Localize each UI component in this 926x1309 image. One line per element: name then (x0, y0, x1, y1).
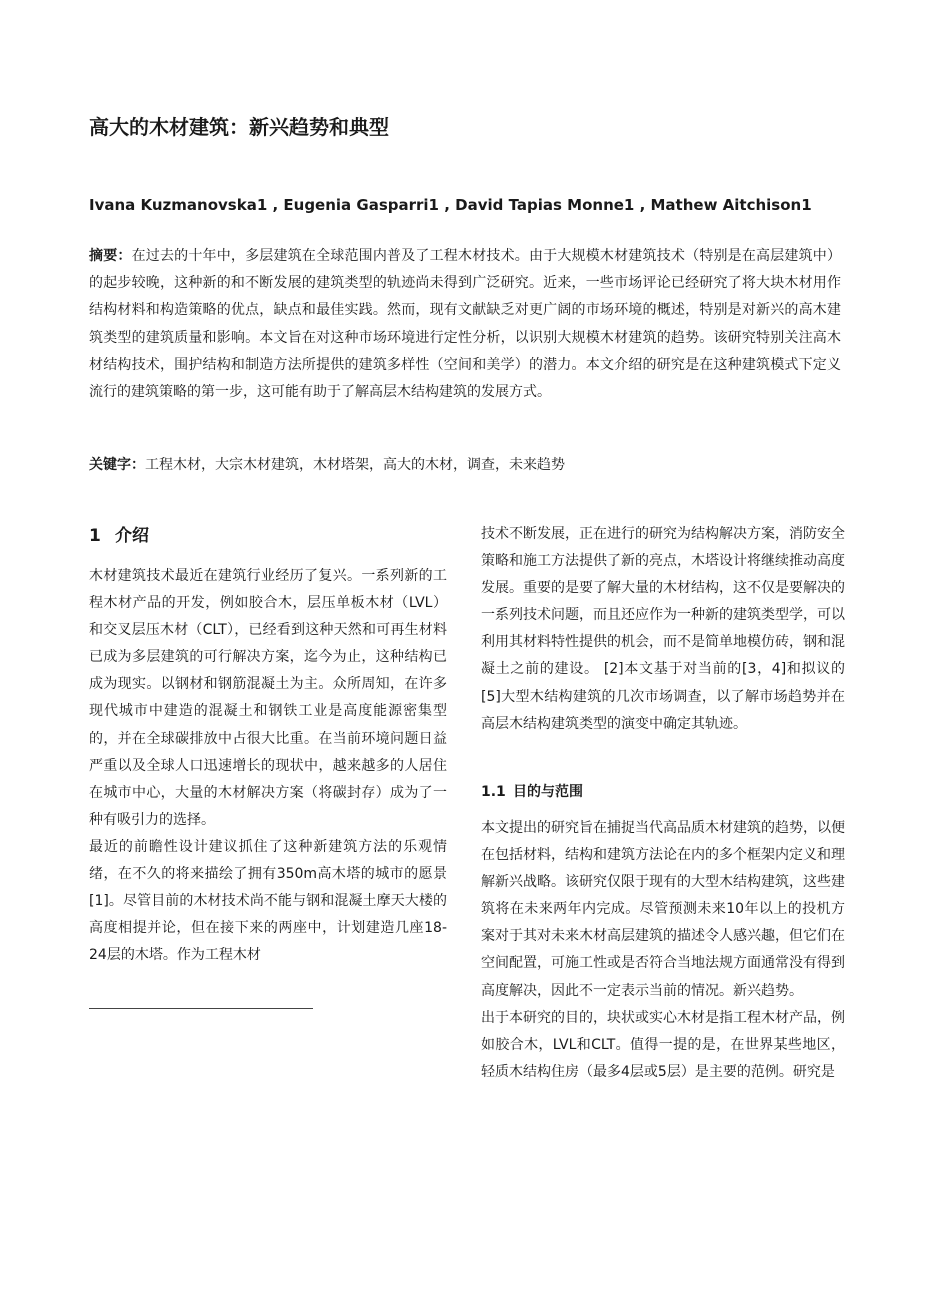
keywords-text: 工程木材，大宗木材建筑，木材塔架，高大的木材，调查，未来趋势 (145, 457, 565, 473)
footnote-divider (89, 1008, 313, 1009)
keywords-label: 关键字： (89, 457, 145, 473)
paper-title: 高大的木材建筑：新兴趋势和典型 (89, 115, 389, 139)
section-number: 1 (89, 526, 101, 546)
abstract-label: 摘要： (89, 248, 132, 264)
section-heading-aims-scope (481, 779, 583, 805)
right-column-top (481, 521, 845, 738)
body-paragraph: 最近的前瞻性设计建议抓住了这种新建筑方法的乐观情绪，在不久的将来描绘了拥有350m高木塔的城市的愿景[1]。尽管目前的木材技术尚不能与钢和混凝土摩天大楼的高度相提并论，但在接下来的两座中，计划建造几座18-24层的木塔。作为工程木材 (89, 838, 447, 964)
author-list: Ivana Kuzmanovska1 , Eugenia Gasparri1 , David Tapias Monne1 , Mathew Aitchison1 (89, 196, 812, 214)
body-paragraph: 出于本研究的目的，块状或实心木材是指工程木材产品，例如胶合木，LVL和CLT。值得一提的是，在世界某些地区，轻质木结构住房（最多4层或5层）是主要的范例。研究是 (481, 1009, 845, 1080)
subsection-title: 目的与范围 (513, 784, 583, 800)
keywords (89, 452, 841, 478)
left-column (89, 563, 447, 969)
right-column-bottom (481, 815, 845, 1086)
subsection-number: 1.1 (481, 784, 506, 800)
section-heading-introduction (89, 523, 149, 549)
abstract-text: 在过去的十年中，多层建筑在全球范围内普及了工程木材技术。由于大规模木材建筑技术（特别是在高层建筑中）的起步较晚，这种新的和不断发展的建筑类型的轨迹尚未得到广泛研究。近来，一些市场评论已经研究了将大块木材用作结构材料和构造策略的优点，缺点和最佳实践。然而，现有文献缺乏对更广阔的市场环境的概述，特别是对新兴的高木建筑类型的建筑质量和影响。本文旨在对这种市场环境进行定性分析，以识别大规模木材建筑的趋势。该研究特别关注高木材结构技术，围护结构和制造方法所提供的建筑多样性（空间和美学）的潜力。本文介绍的研究是在这种建筑模式下定义流行的建筑策略的第一步，这可能有助于了解高层木结构建筑的发展方式。 (89, 248, 841, 401)
body-paragraph: 木材建筑技术最近在建筑行业经历了复兴。一系列新的工程木材产品的开发，例如胶合木，层压单板木材（LVL）和交叉层压木材（CLT），已经看到这种天然和可再生材料已成为多层建筑的可行解决方案，迄今为止，这种结构已成为现实。以钢材和钢筋混凝土为主。众所周知，在许多现代城市中建造的混凝土和钢铁工业是高度能源密集型的，并在全球碳排放中占很大比重。在当前环境问题日益严重以及全球人口迅速增长的现状中，越来越多的人居住在城市中心，大量的木材解决方案（将碳封存）成为了一种有吸引力的选择。 (89, 568, 447, 828)
abstract (89, 243, 841, 406)
section-title: 介绍 (115, 526, 149, 546)
body-paragraph: 本文提出的研究旨在捕捉当代高品质木材建筑的趋势，以便在包括材料，结构和建筑方法论在内的多个框架内定义和理解新兴战略。该研究仅限于现有的大型木结构建筑，这些建筑将在未来两年内完成。尽管预测未来10年以上的投机方案对于其对未来木材高层建筑的描述令人感兴趣，但它们在空间配置，可施工性或是否符合当地法规方面通常没有得到高度解决，因此不一定表示当前的情况。新兴趋势。 (481, 820, 845, 999)
body-paragraph-continued: 技术不断发展，正在进行的研究为结构解决方案，消防安全策略和施工方法提供了新的亮点，木塔设计将继续推动高度发展。重要的是要了解大量的木材结构，这不仅是要解决的一系列技术问题，而且还应作为一种新的建筑类型学，可以利用其材料特性提供的机会，而不是简单地模仿砖，钢和混凝土之前的建设。 [2]本文基于对当前的[3，4]和拟议的[5]大型木结构建筑的几次市场调查，以了解市场趋势并在高层木结构建筑类型的演变中确定其轨迹。 (481, 526, 845, 732)
